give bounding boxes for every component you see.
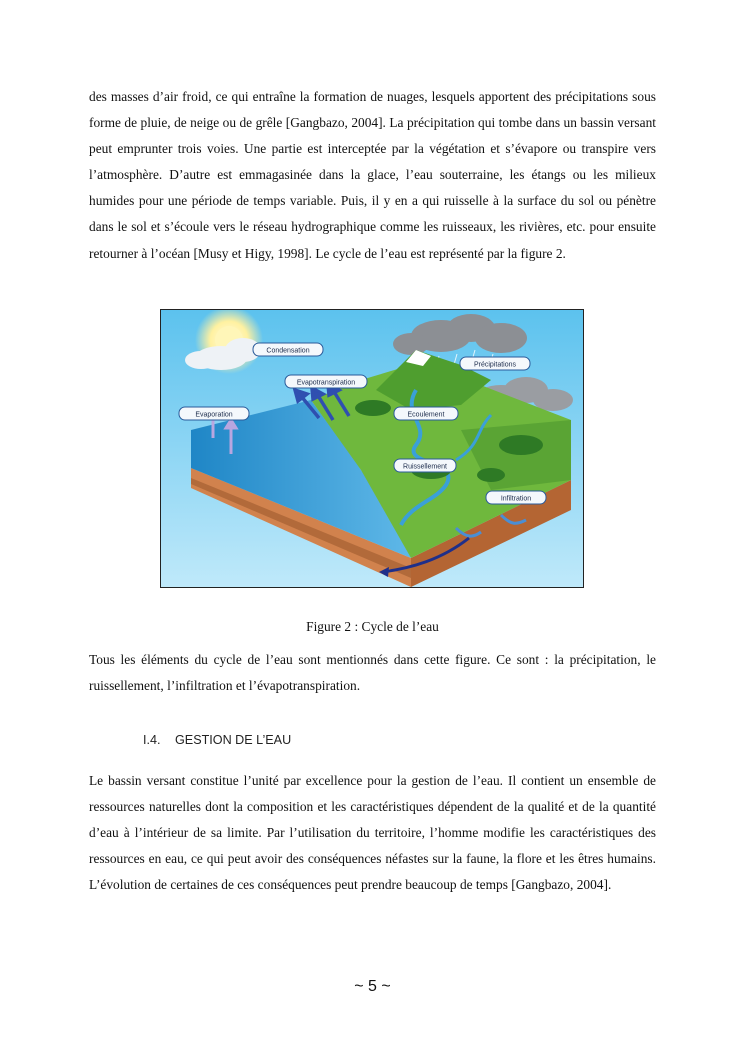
label-evaporation bbox=[179, 407, 249, 420]
svg-text:Evaporation: Evaporation bbox=[195, 411, 233, 419]
label-infiltration bbox=[486, 491, 546, 504]
svg-text:Condensation: Condensation bbox=[266, 347, 310, 355]
label-evapotranspiration bbox=[285, 375, 367, 388]
paragraph-water-management: Le bassin versant constitue l’unité par excellence pour la gestion de l’eau. Il contient un ensemble de ressources naturelles dont la composition et les caractéristiques dépendent de la qualité et de la quantité d’eau à l’intérieur de sa limite. Par l’utilisation du territoire, l’homme modifie les caractéristiques des ressources en eau, ce qui peut avoir des conséquences néfastes sur la faune, la flore et les êtres humains. L’évolution de certaines de ces conséquences peut prendre beaucoup de temps [Gangbazo, 2004]. bbox=[89, 773, 656, 893]
figure-caption: Figure 2 : Cycle de l’eau bbox=[306, 619, 439, 634]
section-title: GESTION DE L’EAU bbox=[175, 733, 292, 747]
label-ruissellement bbox=[394, 459, 456, 472]
svg-text:Infiltration: Infiltration bbox=[500, 495, 532, 503]
water-cycle-figure bbox=[160, 309, 584, 588]
section-number: I.4. bbox=[143, 733, 161, 747]
paragraph-figure-summary: Tous les éléments du cycle de l’eau sont mentionnés dans cette figure. Ce sont : la précipitation, le ruissellement, l’infiltration et l’évapotranspiration. bbox=[89, 652, 656, 694]
label-ecoulement bbox=[394, 407, 458, 420]
label-precipitations bbox=[460, 357, 530, 370]
svg-text:Précipitations: Précipitations bbox=[473, 361, 517, 369]
svg-text:Ecoulement: Ecoulement bbox=[407, 411, 445, 419]
svg-text:Evapotranspiration: Evapotranspiration bbox=[296, 379, 356, 387]
page-number: ~ 5 ~ bbox=[354, 978, 391, 995]
label-condensation bbox=[253, 343, 323, 356]
svg-text:Ruissellement: Ruissellement bbox=[403, 463, 447, 471]
paragraph-intro: des masses d’air froid, ce qui entraîne la formation de nuages, lesquels apportent des précipitations sous forme de pluie, de neige ou de grêle [Gangbazo, 2004]. La précipitation qui tombe dans un bassin versant peut emprunter trois voies. Une partie est interceptée par la végétation et s’évapore ou transpire vers l’atmosphère. D’autre est emmagasinée dans la glace, l’eau souterraine, les étangs ou les milieux humides pour une période de temps variable. Puis, il y en a qui ruisselle à la surface du sol ou pénètre dans le sol et s’écoule vers le réseau hydrographique comme les ruisseaux, les rivières, etc. pour ensuite retourner à l’océan [Musy et Higy, 1998]. Le cycle de l’eau est représenté par la figure 2. bbox=[89, 89, 656, 261]
section-heading bbox=[143, 733, 291, 747]
